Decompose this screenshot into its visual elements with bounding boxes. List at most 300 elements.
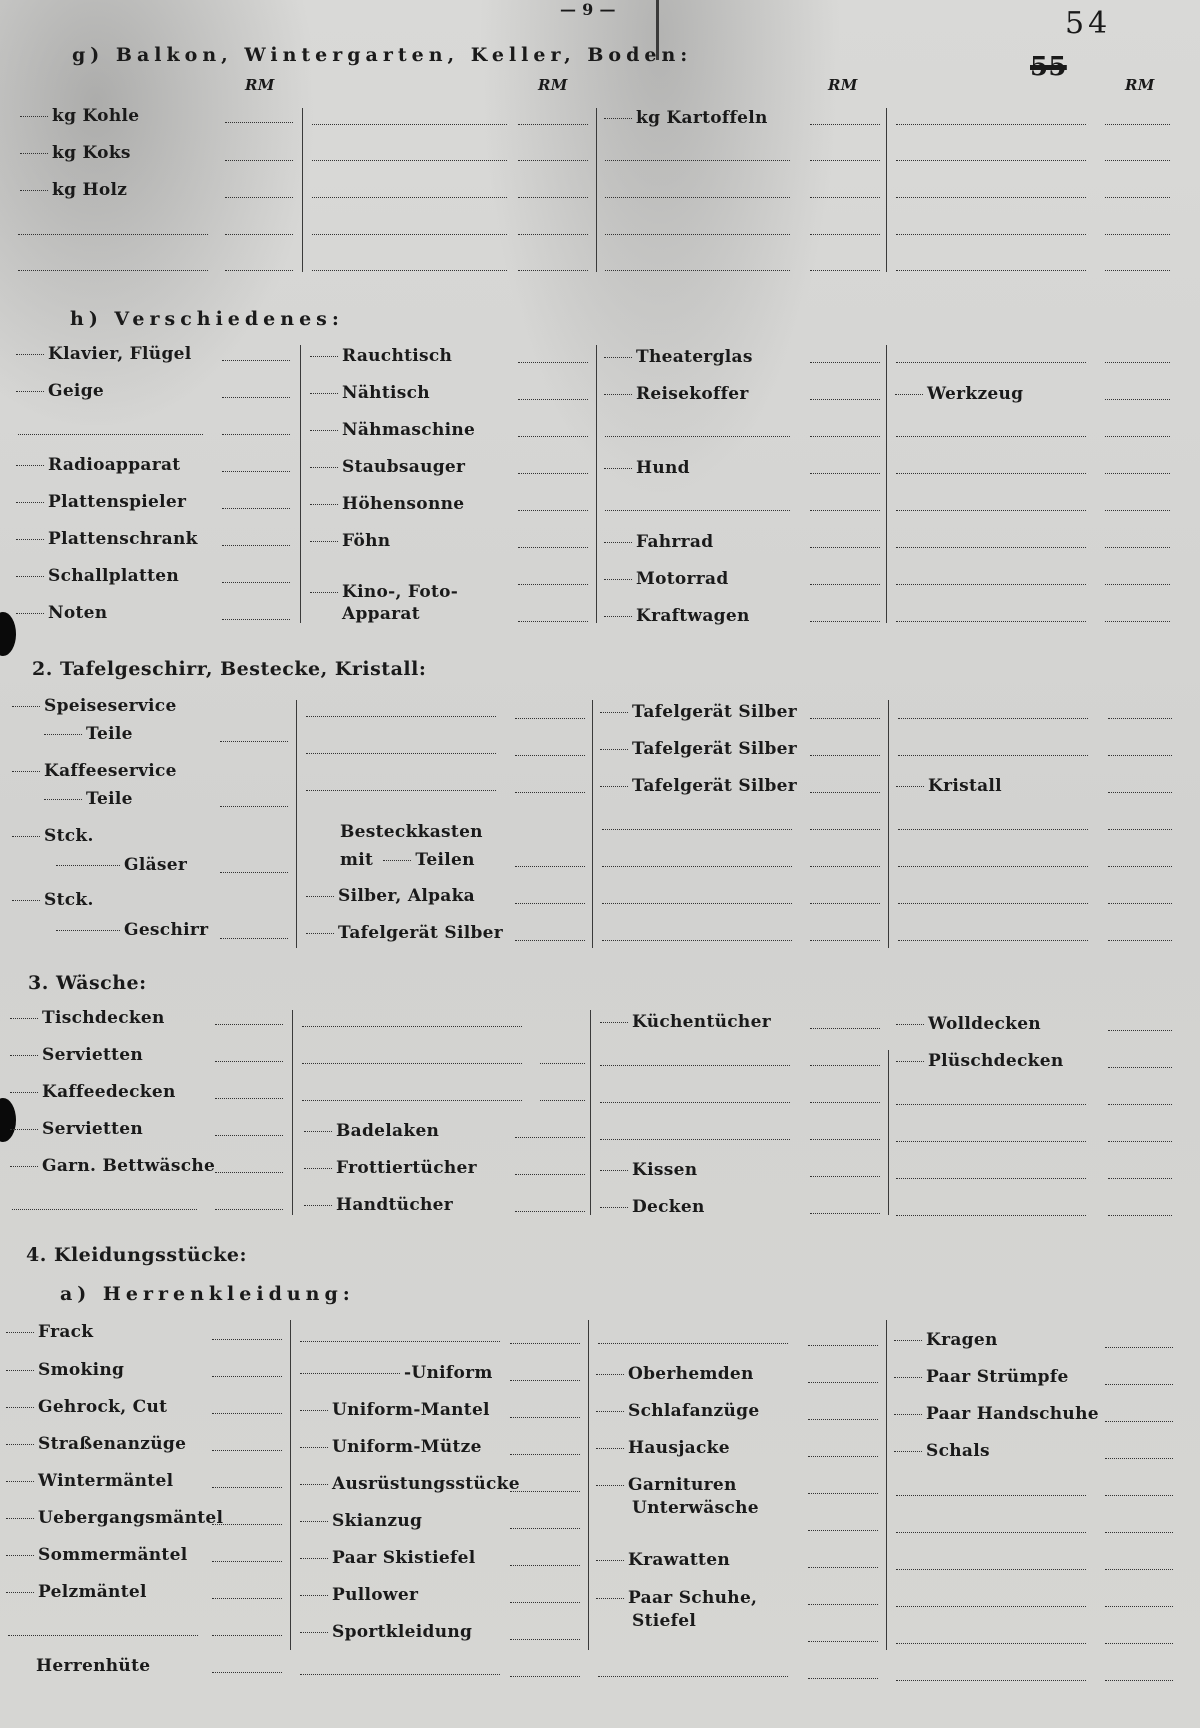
currency-label: RM: [828, 76, 858, 94]
fill-in-line: [896, 197, 1086, 198]
fill-in-line: [515, 718, 585, 719]
fill-in-line: [215, 1172, 283, 1173]
fill-in-line: [510, 1602, 580, 1603]
fill-in-line: [602, 940, 792, 941]
fill-in-line: [1108, 1178, 1172, 1179]
form-label: Klavier, Flügel: [16, 344, 192, 364]
quantity-blank: [596, 1598, 624, 1599]
quantity-blank: [300, 1373, 400, 1374]
fill-in-line: [896, 510, 1086, 511]
quantity-blank: [16, 465, 44, 466]
fill-in-line: [220, 741, 288, 742]
fill-in-line: [225, 160, 293, 161]
fill-in-line: [896, 473, 1086, 474]
quantity-blank: [300, 1558, 328, 1559]
fill-in-line: [222, 619, 290, 620]
fill-in-line: [8, 1635, 198, 1636]
fill-in-line: [1108, 1030, 1172, 1031]
fill-in-line: [810, 940, 880, 941]
quantity-blank: [310, 356, 338, 357]
fill-in-line: [518, 547, 588, 548]
quantity-blank: [6, 1592, 34, 1593]
fill-in-line: [1108, 903, 1172, 904]
form-label: Plattenschrank: [16, 529, 198, 549]
form-label: Nähtisch: [310, 383, 430, 403]
quantity-blank: [10, 1092, 38, 1093]
fill-in-line: [306, 753, 496, 754]
form-label: Hausjacke: [596, 1438, 730, 1458]
section-4a-subtitle: a) Herrenkleidung:: [60, 1283, 355, 1305]
fill-in-line: [518, 362, 588, 363]
quantity-blank: [300, 1632, 328, 1633]
fill-in-line: [896, 1215, 1086, 1216]
fill-in-line: [896, 436, 1086, 437]
fill-in-line: [896, 270, 1086, 271]
form-label: Besteckkasten: [340, 822, 483, 842]
quantity-blank: [896, 1061, 924, 1062]
form-label: Wintermäntel: [6, 1471, 173, 1491]
fill-in-line: [212, 1524, 282, 1525]
quantity-blank: [16, 354, 44, 355]
quantity-blank: [895, 394, 923, 395]
fill-in-line: [212, 1450, 282, 1451]
fill-in-line: [1105, 399, 1170, 400]
quantity-blank: [44, 734, 82, 735]
fill-in-line: [896, 234, 1086, 235]
fill-in-line: [1105, 473, 1170, 474]
fill-in-line: [212, 1635, 282, 1636]
form-label: kg Holz: [20, 180, 127, 200]
page-number: — 9 —: [560, 0, 616, 19]
quantity-blank: [600, 1022, 628, 1023]
form-label: Plattenspieler: [16, 492, 186, 512]
quantity-blank: [10, 1018, 38, 1019]
form-label: Frottiertücher: [304, 1158, 477, 1178]
fill-in-line: [1105, 436, 1170, 437]
form-label: Paar Strümpfe: [894, 1367, 1069, 1387]
quantity-blank: [310, 430, 338, 431]
form-label: Frack: [6, 1322, 93, 1342]
form-label: Theaterglas: [604, 347, 753, 367]
fill-in-line: [518, 510, 588, 511]
form-label: Kaffeeservice: [12, 761, 177, 781]
column-divider: [588, 1320, 589, 1650]
quantity-blank: [16, 613, 44, 614]
fill-in-line: [18, 234, 208, 235]
fill-in-line: [896, 362, 1086, 363]
fill-in-line: [600, 1102, 790, 1103]
form-label: Paar Schuhe,: [596, 1588, 757, 1608]
form-label: Hund: [604, 458, 690, 478]
quantity-blank: [12, 836, 40, 837]
fill-in-line: [896, 1643, 1086, 1644]
fill-in-line: [510, 1565, 580, 1566]
quantity-blank: [600, 1207, 628, 1208]
fill-in-line: [810, 270, 880, 271]
quantity-blank: [596, 1560, 624, 1561]
quantity-blank: [6, 1407, 34, 1408]
fill-in-line: [1108, 866, 1172, 867]
form-label: Werkzeug: [895, 384, 1023, 404]
form-label: Unterwäsche: [632, 1498, 759, 1518]
fill-in-line: [518, 584, 588, 585]
fill-in-line: [510, 1380, 580, 1381]
form-label: Tafelgerät Silber: [600, 776, 797, 796]
column-divider: [590, 1010, 591, 1215]
fill-in-line: [605, 160, 790, 161]
fill-in-line: [1105, 547, 1170, 548]
fill-in-line: [810, 160, 880, 161]
form-label: Sportkleidung: [300, 1622, 472, 1642]
fill-in-line: [602, 903, 792, 904]
quantity-blank: [896, 786, 924, 787]
quantity-blank: [604, 357, 632, 358]
form-label: Uniform-Mütze: [300, 1437, 482, 1457]
fill-in-line: [212, 1339, 282, 1340]
fill-in-line: [302, 1063, 522, 1064]
fill-in-line: [896, 160, 1086, 161]
quantity-blank: [300, 1410, 328, 1411]
form-label: Kino-, Foto-: [310, 582, 458, 602]
form-label: Ausrüstungsstücke: [300, 1474, 520, 1494]
quantity-blank: [304, 1131, 332, 1132]
fill-in-line: [1108, 1104, 1172, 1105]
fill-in-line: [808, 1641, 878, 1642]
form-label: Sommermäntel: [6, 1545, 187, 1565]
fill-in-line: [810, 1213, 880, 1214]
fill-in-line: [810, 362, 880, 363]
quantity-blank: [6, 1555, 34, 1556]
fill-in-line: [18, 270, 208, 271]
form-label: Kristall: [896, 776, 1002, 796]
quantity-blank: [310, 467, 338, 468]
fill-in-line: [510, 1639, 580, 1640]
form-label: Küchentücher: [600, 1012, 771, 1032]
column-divider: [290, 1320, 291, 1650]
form-label: Smoking: [6, 1360, 124, 1380]
column-divider: [300, 345, 301, 623]
fill-in-line: [1105, 1680, 1173, 1681]
form-label: Decken: [600, 1197, 705, 1217]
fill-in-line: [810, 755, 880, 756]
form-label: Wolldecken: [896, 1014, 1041, 1034]
fill-in-line: [518, 197, 588, 198]
fill-in-line: [518, 160, 588, 161]
quantity-blank: [20, 153, 48, 154]
fill-in-line: [515, 755, 585, 756]
fill-in-line: [598, 1676, 788, 1677]
fill-in-line: [602, 866, 792, 867]
form-label: Stck.: [12, 890, 94, 910]
form-label: kg Koks: [20, 143, 131, 163]
fill-in-line: [225, 197, 293, 198]
fill-in-line: [600, 1065, 790, 1066]
quantity-blank: [600, 1170, 628, 1171]
form-label: Schallplatten: [16, 566, 179, 586]
fill-in-line: [222, 545, 290, 546]
fill-in-line: [306, 716, 496, 717]
fill-in-line: [215, 1209, 283, 1210]
form-label: Noten: [16, 603, 107, 623]
form-label: Gläser: [56, 855, 187, 875]
quantity-blank: [310, 504, 338, 505]
punch-hole: [0, 612, 16, 656]
form-label: mit Teilen: [340, 850, 475, 870]
quantity-blank: [604, 468, 632, 469]
fill-in-line: [215, 1061, 283, 1062]
fill-in-line: [222, 508, 290, 509]
form-label: Skianzug: [300, 1511, 422, 1531]
fill-in-line: [1105, 1347, 1173, 1348]
fill-in-line: [896, 1141, 1086, 1142]
fill-in-line: [810, 399, 880, 400]
fill-in-line: [808, 1456, 878, 1457]
fill-in-line: [312, 160, 507, 161]
fill-in-line: [222, 360, 290, 361]
fill-in-line: [898, 866, 1088, 867]
column-divider: [302, 108, 303, 272]
fill-in-line: [1105, 621, 1170, 622]
quantity-blank: [310, 393, 338, 394]
column-divider: [886, 345, 887, 623]
fill-in-line: [312, 197, 507, 198]
fill-in-line: [600, 1139, 790, 1140]
section-g-title: g) Balkon, Wintergarten, Keller, Boden:: [72, 44, 693, 66]
fill-in-line: [1105, 197, 1170, 198]
fill-in-line: [1108, 1141, 1172, 1142]
fill-in-line: [220, 806, 288, 807]
quantity-blank: [300, 1521, 328, 1522]
fill-in-line: [1105, 1421, 1173, 1422]
fill-in-line: [510, 1417, 580, 1418]
fill-in-line: [808, 1345, 878, 1346]
fill-in-line: [220, 872, 288, 873]
fill-in-line: [212, 1561, 282, 1562]
fill-in-line: [605, 510, 790, 511]
stamp-number: 54: [1065, 6, 1112, 41]
quantity-blank: [16, 502, 44, 503]
fill-in-line: [605, 436, 790, 437]
quantity-blank: [596, 1411, 624, 1412]
fill-in-line: [510, 1528, 580, 1529]
form-label: Handtücher: [304, 1195, 453, 1215]
fill-in-line: [896, 1680, 1086, 1681]
form-label: Tafelgerät Silber: [306, 923, 503, 943]
fill-in-line: [1105, 362, 1170, 363]
fill-in-line: [306, 790, 496, 791]
fill-in-line: [808, 1382, 878, 1383]
form-label: Plüschdecken: [896, 1051, 1064, 1071]
form-label: Apparat: [342, 604, 420, 624]
currency-label: RM: [245, 76, 275, 94]
fill-in-line: [222, 397, 290, 398]
fill-in-line: [312, 234, 507, 235]
fill-in-line: [1105, 1384, 1173, 1385]
fill-in-line: [515, 1137, 585, 1138]
form-label: Schals: [894, 1441, 990, 1461]
fill-in-line: [810, 436, 880, 437]
fill-in-line: [896, 1569, 1086, 1570]
form-label: Kissen: [600, 1160, 697, 1180]
fill-in-line: [222, 471, 290, 472]
quantity-blank: [304, 1205, 332, 1206]
fill-in-line: [898, 940, 1088, 941]
quantity-blank: [20, 116, 48, 117]
form-label: Speiseservice: [12, 696, 177, 716]
fill-in-line: [605, 197, 790, 198]
fill-in-line: [515, 1211, 585, 1212]
fill-in-line: [302, 1026, 522, 1027]
quantity-blank: [600, 749, 628, 750]
fill-in-line: [312, 124, 507, 125]
fill-in-line: [1105, 1643, 1173, 1644]
quantity-blank: [12, 771, 40, 772]
fill-in-line: [302, 1100, 522, 1101]
fill-in-line: [810, 829, 880, 830]
form-label: Staubsauger: [310, 457, 465, 477]
fill-in-line: [510, 1676, 580, 1677]
fill-in-line: [898, 903, 1088, 904]
form-label: kg Kohle: [20, 106, 139, 126]
quantity-blank: [304, 1168, 332, 1169]
fill-in-line: [212, 1487, 282, 1488]
fill-in-line: [1105, 584, 1170, 585]
fill-in-line: [212, 1376, 282, 1377]
fill-in-line: [515, 1174, 585, 1175]
form-label: Silber, Alpaka: [306, 886, 475, 906]
fill-in-line: [896, 124, 1086, 125]
quantity-blank: [44, 799, 82, 800]
fill-in-line: [300, 1674, 500, 1675]
quantity-blank: [306, 933, 334, 934]
fill-in-line: [300, 1341, 500, 1342]
fill-in-line: [810, 1102, 880, 1103]
form-label: Rauchtisch: [310, 346, 452, 366]
fill-in-line: [222, 434, 290, 435]
fill-in-line: [602, 829, 792, 830]
fill-in-line: [898, 829, 1088, 830]
quantity-blank: [6, 1518, 34, 1519]
fill-in-line: [518, 270, 588, 271]
form-label: Höhensonne: [310, 494, 464, 514]
quantity-blank: [10, 1129, 38, 1130]
quantity-blank: [16, 539, 44, 540]
form-label: Kraftwagen: [604, 606, 750, 626]
quantity-blank: [894, 1414, 922, 1415]
fill-in-line: [808, 1567, 878, 1568]
quantity-blank: [596, 1448, 624, 1449]
fill-in-line: [810, 903, 880, 904]
fill-in-line: [225, 122, 293, 123]
fill-in-line: [18, 434, 203, 435]
fill-in-line: [605, 270, 790, 271]
fill-in-line: [1105, 124, 1170, 125]
fill-in-line: [1108, 1067, 1172, 1068]
fill-in-line: [808, 1530, 878, 1531]
fill-in-line: [510, 1343, 580, 1344]
fill-in-line: [220, 938, 288, 939]
fill-in-line: [896, 1532, 1086, 1533]
fill-in-line: [215, 1024, 283, 1025]
fill-in-line: [898, 718, 1088, 719]
quantity-blank: [16, 391, 44, 392]
currency-label: RM: [1125, 76, 1155, 94]
fill-in-line: [518, 621, 588, 622]
column-divider: [886, 108, 887, 272]
quantity-blank: [12, 706, 40, 707]
quantity-blank: [604, 394, 632, 395]
fill-in-line: [540, 1100, 585, 1101]
form-label: Badelaken: [304, 1121, 439, 1141]
quantity-blank: [56, 930, 120, 931]
form-label: Tafelgerät Silber: [600, 702, 797, 722]
form-label: Uebergangsmäntel: [6, 1508, 223, 1528]
form-label: Paar Handschuhe: [894, 1404, 1099, 1424]
fill-in-line: [225, 270, 293, 271]
column-divider: [296, 700, 297, 948]
fill-in-line: [810, 473, 880, 474]
section-2-title: 2. Tafelgeschirr, Bestecke, Kristall:: [32, 658, 427, 680]
fill-in-line: [515, 903, 585, 904]
form-label: Kaffeedecken: [10, 1082, 176, 1102]
form-label: Föhn: [310, 531, 390, 551]
fill-in-line: [515, 866, 585, 867]
fill-in-line: [810, 584, 880, 585]
fill-in-line: [518, 436, 588, 437]
quantity-blank: [894, 1340, 922, 1341]
form-label: kg Kartoffeln: [604, 108, 768, 128]
fill-in-line: [540, 1063, 585, 1064]
fill-in-line: [808, 1604, 878, 1605]
fill-in-line: [810, 1139, 880, 1140]
form-label: Tafelgerät Silber: [600, 739, 797, 759]
fill-in-line: [1105, 234, 1170, 235]
column-divider: [888, 700, 889, 948]
quantity-blank: [383, 860, 411, 861]
quantity-blank: [894, 1451, 922, 1452]
fill-in-line: [1105, 510, 1170, 511]
fill-in-line: [518, 473, 588, 474]
fill-in-line: [510, 1491, 580, 1492]
form-label: Garn. Bettwäsche: [10, 1156, 215, 1176]
form-label: Geige: [16, 381, 104, 401]
fill-in-line: [810, 234, 880, 235]
fill-in-line: [518, 234, 588, 235]
quantity-blank: [6, 1481, 34, 1482]
form-label: Tischdecken: [10, 1008, 165, 1028]
fill-in-line: [898, 755, 1088, 756]
column-divider: [592, 700, 593, 948]
fill-in-line: [1105, 160, 1170, 161]
fill-in-line: [1108, 1215, 1172, 1216]
form-label: Herrenhüte: [36, 1656, 151, 1676]
quantity-blank: [310, 541, 338, 542]
fill-in-line: [896, 1495, 1086, 1496]
fill-in-line: [896, 1178, 1086, 1179]
form-label: Pullower: [300, 1585, 418, 1605]
quantity-blank: [604, 542, 632, 543]
column-divider: [596, 345, 597, 623]
currency-label: RM: [538, 76, 568, 94]
fill-in-line: [1105, 270, 1170, 271]
quantity-blank: [300, 1447, 328, 1448]
form-label: Kragen: [894, 1330, 998, 1350]
struck-stamp-number: 55: [1030, 52, 1067, 82]
form-label: Schlafanzüge: [596, 1401, 759, 1421]
fill-in-line: [896, 584, 1086, 585]
fill-in-line: [810, 1028, 880, 1029]
column-divider: [596, 108, 597, 272]
